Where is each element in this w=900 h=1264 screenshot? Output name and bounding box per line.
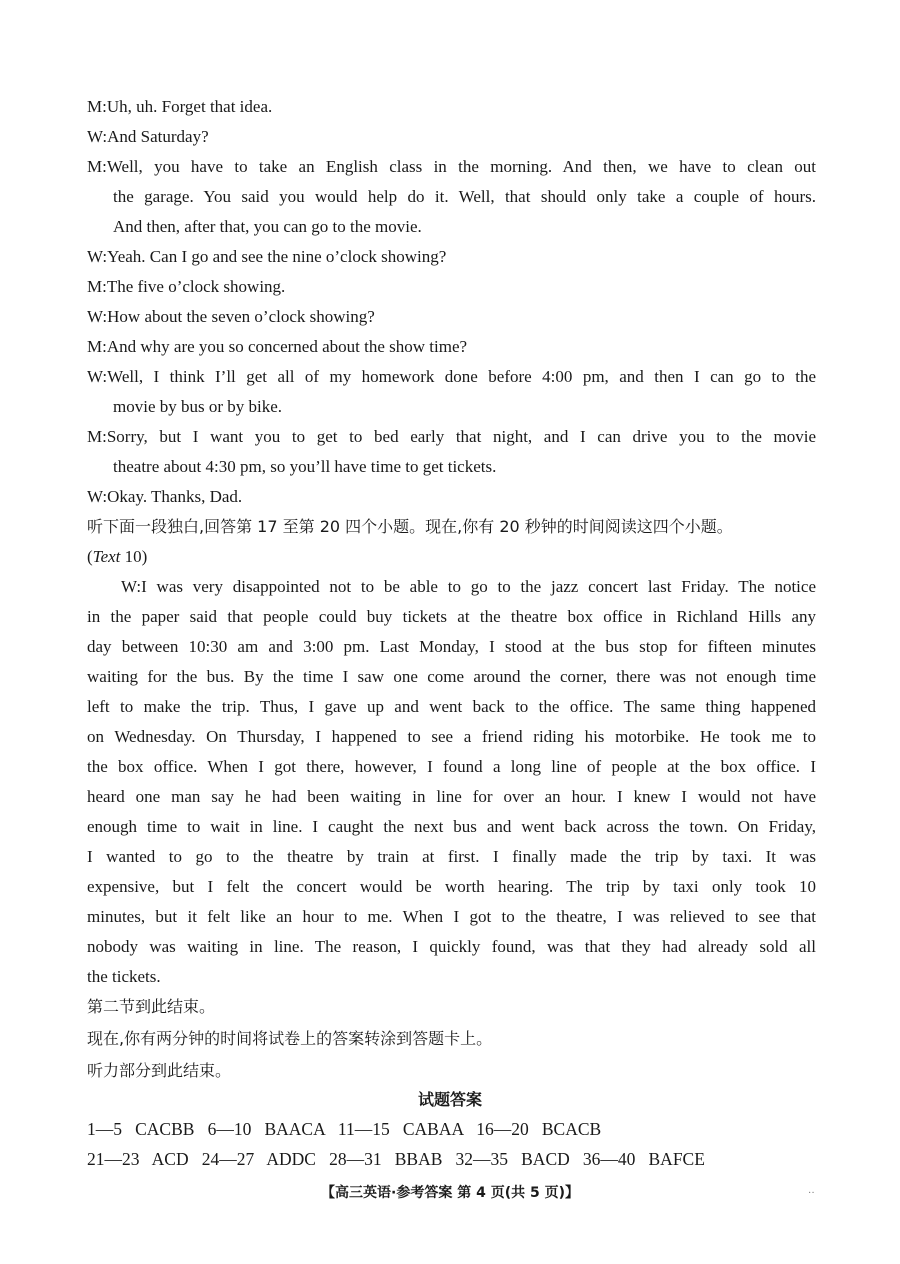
section-end-note: 第二节到此结束。 xyxy=(87,997,216,1016)
dialogue-line: And then, after that, you can go to the movie. xyxy=(113,217,422,236)
dialogue-line: W:Well, I think I’ll get all of my homework done before 4:00 pm, and then I can go to the xyxy=(87,367,816,386)
monologue-line: day between 10:30 am and 3:00 pm. Last Monday, I stood at the bus stop for fifteen minutes xyxy=(87,637,816,656)
monologue-line: heard one man say he had been waiting in line for over an hour. I knew I would not have xyxy=(87,787,816,806)
answers-heading: 试题答案 xyxy=(417,1090,482,1109)
monologue-line: the tickets. xyxy=(87,967,161,986)
dialogue-line: M:Sorry, but I want you to get to bed early that night, and I can drive you to the movie xyxy=(87,427,816,446)
text-label xyxy=(87,542,147,572)
corner-mark: ·· xyxy=(808,1188,815,1199)
monologue-line: expensive, but I felt the concert would be worth hearing. The trip by taxi only took 10 xyxy=(87,877,816,896)
monologue-line: waiting for the bus. By the time I saw one come around the corner, there was not enough time xyxy=(87,667,816,686)
text-label-word: Text xyxy=(92,547,121,566)
dialogue-line: W:How about the seven o’clock showing? xyxy=(87,307,375,326)
transfer-note: 现在,你有两分钟的时间将试卷上的答案转涂到答题卡上。 xyxy=(87,1029,493,1048)
dialogue-line: theatre about 4:30 pm, so you’ll have time to get tickets. xyxy=(113,457,497,476)
text-label-open: ( xyxy=(87,547,93,566)
page-footer: 【高三英语·参考答案 第 4 页(共 5 页)】 xyxy=(321,1185,579,1201)
dialogue-line: M:Well, you have to take an English class in the morning. And then, we have to clean out xyxy=(87,157,816,176)
monologue-line: left to make the trip. Thus, I gave up and went back to the office. The same thing happened xyxy=(87,697,816,716)
listening-end-note: 听力部分到此结束。 xyxy=(87,1061,232,1080)
dialogue-line: movie by bus or by bike. xyxy=(113,397,283,416)
answers-row: 21—23 ACD 24—27 ADDC 28—31 BBAB 32—35 BACD 36—40 BAFCE xyxy=(87,1149,705,1169)
answers-row: 1—5 CACBB 6—10 BAACA 11—15 CABAA 16—20 BCACB xyxy=(87,1119,602,1139)
monologue-line: minutes, but it felt like an hour to me. When I got to the theatre, I was relieved to see that xyxy=(87,907,816,926)
monologue-line: W:I was very disappointed not to be able to go to the jazz concert last Friday. The notice xyxy=(121,577,816,596)
dialogue-line: M:The five o’clock showing. xyxy=(87,277,286,296)
dialogue-line: M:And why are you so concerned about the show time? xyxy=(87,337,468,356)
listening-instruction: 听下面一段独白,回答第 17 至第 20 四个小题。现在,你有 20 秒钟的时间阅读这四个小题。 xyxy=(87,517,733,536)
monologue-line: nobody was waiting in line. The reason, I quickly found, was that they had already sold all xyxy=(87,937,816,956)
monologue-line: enough time to wait in line. I caught the next bus and went back across the town. On Friday, xyxy=(87,817,816,836)
dialogue-line: M:Uh, uh. Forget that idea. xyxy=(87,97,273,116)
dialogue-line: W:Okay. Thanks, Dad. xyxy=(87,487,243,506)
text-label-number: 10) xyxy=(120,547,148,566)
monologue-line: on Wednesday. On Thursday, I happened to see a friend riding his motorbike. He took me to xyxy=(87,727,816,746)
dialogue-line: the garage. You said you would help do it. Well, that should only take a couple of hours. xyxy=(113,187,816,206)
monologue-line: I wanted to go to the theatre by train at first. I finally made the trip by taxi. It was xyxy=(87,847,816,866)
monologue-line: in the paper said that people could buy tickets at the theatre box office in Richland Hills any xyxy=(87,607,816,626)
dialogue-line: W:Yeah. Can I go and see the nine o’clock showing? xyxy=(87,247,447,266)
monologue-line: the box office. When I got there, however, I found a long line of people at the box office. I xyxy=(87,757,816,776)
dialogue-line: W:And Saturday? xyxy=(87,127,209,146)
